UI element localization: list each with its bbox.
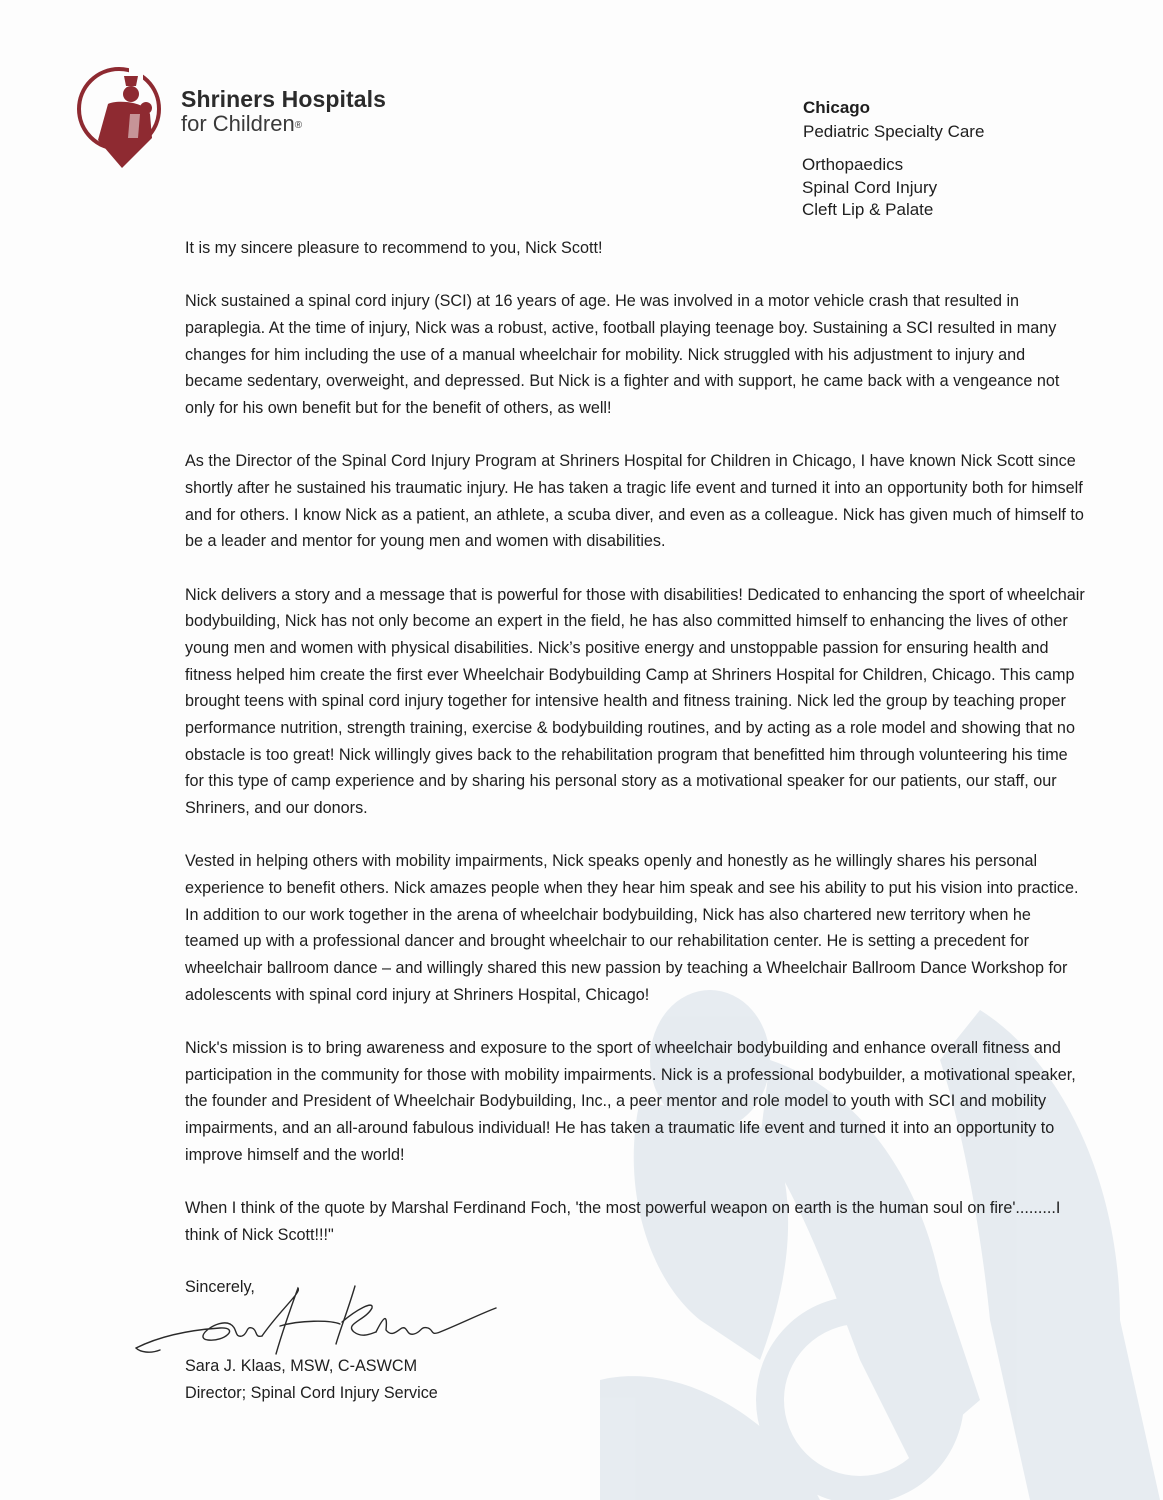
letter-paragraph: When I think of the quote by Marshal Ferdinand Foch, 'the most powerful weapon on earth is the human soul on fire'.........I think of Nick Scott!!!" [185,1199,1061,1244]
letter-paragraph: Nick delivers a story and a message that is powerful for those with disabilities! Dedicated to enhancing the sport of wheelchair bodybuilding, Nick has not only become an expert in the field, he has also committed himself to enhancing the lives of other young men and women with physical disabilities. Nick’s positive energy and unstoppable passion for ensuring health and fitness helped him create the first ever Wheelchair Bodybuilding Camp at Shriners Hospital for Children, Chicago. This camp brought teens with spinal cord injury together for intensive health and fitness training. Nick led the group by teaching proper performance nutrition, strength training, exercise & bodybuilding routines, and by acting as a role model and showing that no obstacle is too great! Nick willingly gives back to the rehabilitation program that benefitted him through volunteering his time for this type of camp experience and by sharing his personal story as a motivational speaker for our patients, our staff, our Shriners, and our donors. [185,585,1085,818]
service-item-spinal-cord-injury: Spinal Cord Injury [802,177,938,197]
service-item-cleft-lip-palate: Cleft Lip & Palate [802,200,934,219]
shriners-logo-icon [74,64,164,170]
letter-body [185,235,1085,1275]
brand-subtitle [181,112,386,136]
registered-mark: ® [294,120,303,131]
service-item-orthopaedics: Orthopaedics [802,155,904,174]
letter-paragraph: As the Director of the Spinal Cord Injury Program at Shriners Hospital for Children in Chicago, I have known Nick Scott since shortly after he sustained his traumatic injury. He has taken a tragic life event and turned it into an opportunity both for himself and for others. I know Nick as a patient, an athlete, a scuba diver, and even as a colleague. Nick has given much of himself to be a leader and mentor for young men and women with disabilities. [185,452,1084,551]
letter-paragraph: Nick sustained a spinal cord injury (SCI) at 16 years of age. He was involved in a motor vehicle crash that resulted in paraplegia. At the time of injury, Nick was a robust, active, football playing teenage boy. Sustaining a SCI resulted in many changes for him including the use of a manual wheelchair for mobility. Nick struggled with his adjustment to injury and became sedentary, overweight, and depressed. But Nick is a fighter and with support, he came back with a vengeance not only for his own benefit but for the benefit of others, as well! [185,292,1060,418]
brand-name: Shriners Hospitals [181,86,387,112]
handwritten-signature-image [130,1280,500,1360]
signature-block [185,1353,438,1406]
signer-name: Sara J. Klaas, MSW, C-ASWCM [185,1357,418,1375]
location-description: Pediatric Specialty Care [803,122,985,141]
signer-title: Director; Spinal Cord Injury Service [185,1383,438,1402]
letter-paragraph: Nick's mission is to bring awareness and exposure to the sport of wheelchair bodybuilding and enhance overall fitness and participation in the community for those with mobility impairments. Nick is a professional bodybuilder, a motivational speaker, the founder and President of Wheelchair Bodybuilding, Inc., a peer mentor and role model to youth with SCI and mobility impairments, and an all-around fabulous individual! He has taken a traumatic life event and turned it into an opportunity to improve himself and the world! [185,1039,1076,1164]
location-city: Chicago [803,98,871,117]
letter-paragraph: It is my sincere pleasure to recommend to you, Nick Scott! [185,239,603,257]
brand-block [181,86,386,136]
services-list [802,154,937,222]
closing-salutation: Sincerely, [185,1278,255,1296]
location-block [803,96,984,144]
letter-paragraph: Vested in helping others with mobility impairments, Nick speaks openly and honestly as he willingly shares his personal experience to benefit others. Nick amazes people when they hear him speak and see his ability to put his vision into practice. In addition to our work together in the arena of wheelchair bodybuilding, Nick has also chartered new territory when he teamed up with a professional dancer and brought wheelchair to our rehabilitation center. He is setting a precedent for wheelchair ballroom dance – and willingly shared this new passion by teaching a Wheelchair Ballroom Dance Workshop for adolescents with spinal cord injury at Shriners Hospital, Chicago! [185,852,1079,1004]
brand-subtitle-text: for Children [181,111,295,136]
